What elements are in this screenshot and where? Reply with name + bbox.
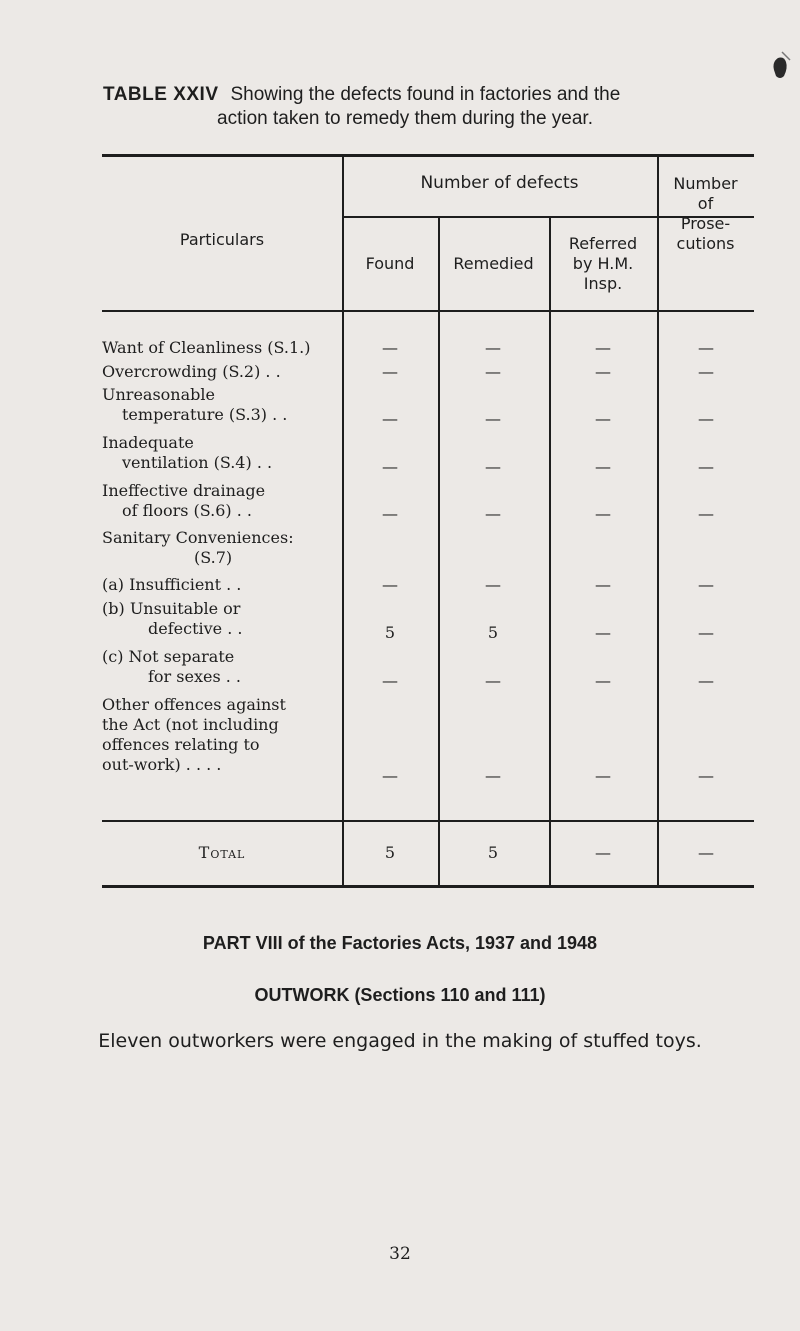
row-label [102,481,342,521]
cell-remedied: — [485,338,501,357]
cell-remedied: — [485,504,501,523]
cell-prosecutions: — [698,575,714,594]
cell-found: — [382,362,398,381]
row-label-line: (a) Insufficient . . [102,575,242,594]
header-referred [549,234,657,294]
cell-found: 5 [384,623,396,642]
row-label [102,599,342,639]
row-label-line: temperature (S.3) . . [122,405,288,424]
cell-referred: — [595,504,611,523]
outwork-heading: OUTWORK (Sections 110 and 111) [254,985,546,1005]
row-label-line: ventilation (S.4) . . [122,453,273,472]
header-prosecutions-line-3: Prose- [680,214,731,233]
row-label [102,362,342,382]
cell-found: — [382,671,398,690]
row-label [102,695,342,775]
header-found: Found [365,254,415,273]
cell-referred: — [595,766,611,785]
cell-referred: — [595,457,611,476]
total-prosecutions: — [698,843,714,862]
cell-remedied: — [485,362,501,381]
cell-prosecutions: — [698,457,714,476]
header-prosecutions-line-4: cutions [676,234,735,253]
corner-mark-icon [770,50,792,84]
cell-prosecutions: — [698,671,714,690]
table-label: TABLE XXIV [103,84,219,105]
cell-prosecutions: — [698,362,714,381]
header-referred-line-1: Referred [568,234,638,253]
header-remedied: Remedied [453,254,534,273]
cell-found: — [382,338,398,357]
outwork-note: Eleven outworkers were engaged in the making of stuffed toys. [98,1030,702,1052]
column-rule-3 [549,216,551,887]
cell-referred: — [595,362,611,381]
row-label-line: Ineffective drainage [102,481,266,500]
total-label: Total [198,843,246,862]
defects-table [102,154,754,887]
cell-prosecutions: — [698,338,714,357]
total-found: 5 [384,843,396,862]
total-remedied: 5 [487,843,499,862]
cell-referred: — [595,409,611,428]
row-label-line: for sexes . . [148,667,242,686]
row-label-line: Inadequate [102,433,194,452]
cell-remedied: — [485,575,501,594]
cell-found: — [382,766,398,785]
cell-found: — [382,409,398,428]
cell-referred: — [595,575,611,594]
row-label-line: Overcrowding (S.2) . . [102,362,281,381]
cell-remedied: — [485,671,501,690]
caption-line-2: action taken to remedy them during the year. [217,108,593,129]
total-referred: — [595,843,611,862]
row-label-line: Unreasonable [102,385,215,404]
header-referred-line-3: Insp. [583,274,623,293]
cell-found: — [382,504,398,523]
row-label-line: (c) Not separate [102,647,235,666]
row-label [102,528,342,568]
header-particulars: Particulars [179,230,265,249]
cell-remedied: — [485,766,501,785]
row-label-line: defective . . [148,619,243,638]
row-label [102,575,342,595]
cell-found: — [382,575,398,594]
cell-referred: — [595,338,611,357]
table-caption [103,83,763,131]
cell-found: — [382,457,398,476]
row-label-line: Want of Cleanliness (S.1.) [102,338,311,357]
cell-prosecutions: — [698,409,714,428]
cell-prosecutions: — [698,623,714,642]
header-prosecutions [657,174,754,254]
caption-line-1: Showing the defects found in factories and the [230,84,621,105]
row-label [102,338,342,358]
cell-remedied: 5 [487,623,499,642]
row-label [102,385,342,425]
row-label-line: Sanitary Conveniences: [102,528,294,547]
cell-referred: — [595,623,611,642]
cell-remedied: — [485,409,501,428]
part-heading: PART VIII of the Factories Acts, 1937 and 1948 [202,933,598,953]
header-prosecutions-line-1: Number [673,174,738,193]
cell-remedied: — [485,457,501,476]
row-label-line: out-work) . . . . [102,755,222,774]
row-label-line: Other offences against [102,695,286,714]
cell-prosecutions: — [698,766,714,785]
row-label [102,433,342,473]
row-label-line: offences relating to [102,735,260,754]
row-label-line: (S.7) [194,548,233,567]
header-prosecutions-line-2: of [697,194,714,213]
column-rule-2 [438,216,440,887]
row-label-line: (b) Unsuitable or [102,599,241,618]
row-label [102,647,342,687]
row-label-line: the Act (not including [102,715,279,734]
page-number: 32 [389,1244,411,1264]
cell-referred: — [595,671,611,690]
header-number-of-defects: Number of defects [420,173,579,193]
cell-prosecutions: — [698,504,714,523]
row-label-line: of floors (S.6) . . [122,501,253,520]
header-referred-line-2: by H.M. [572,254,634,273]
